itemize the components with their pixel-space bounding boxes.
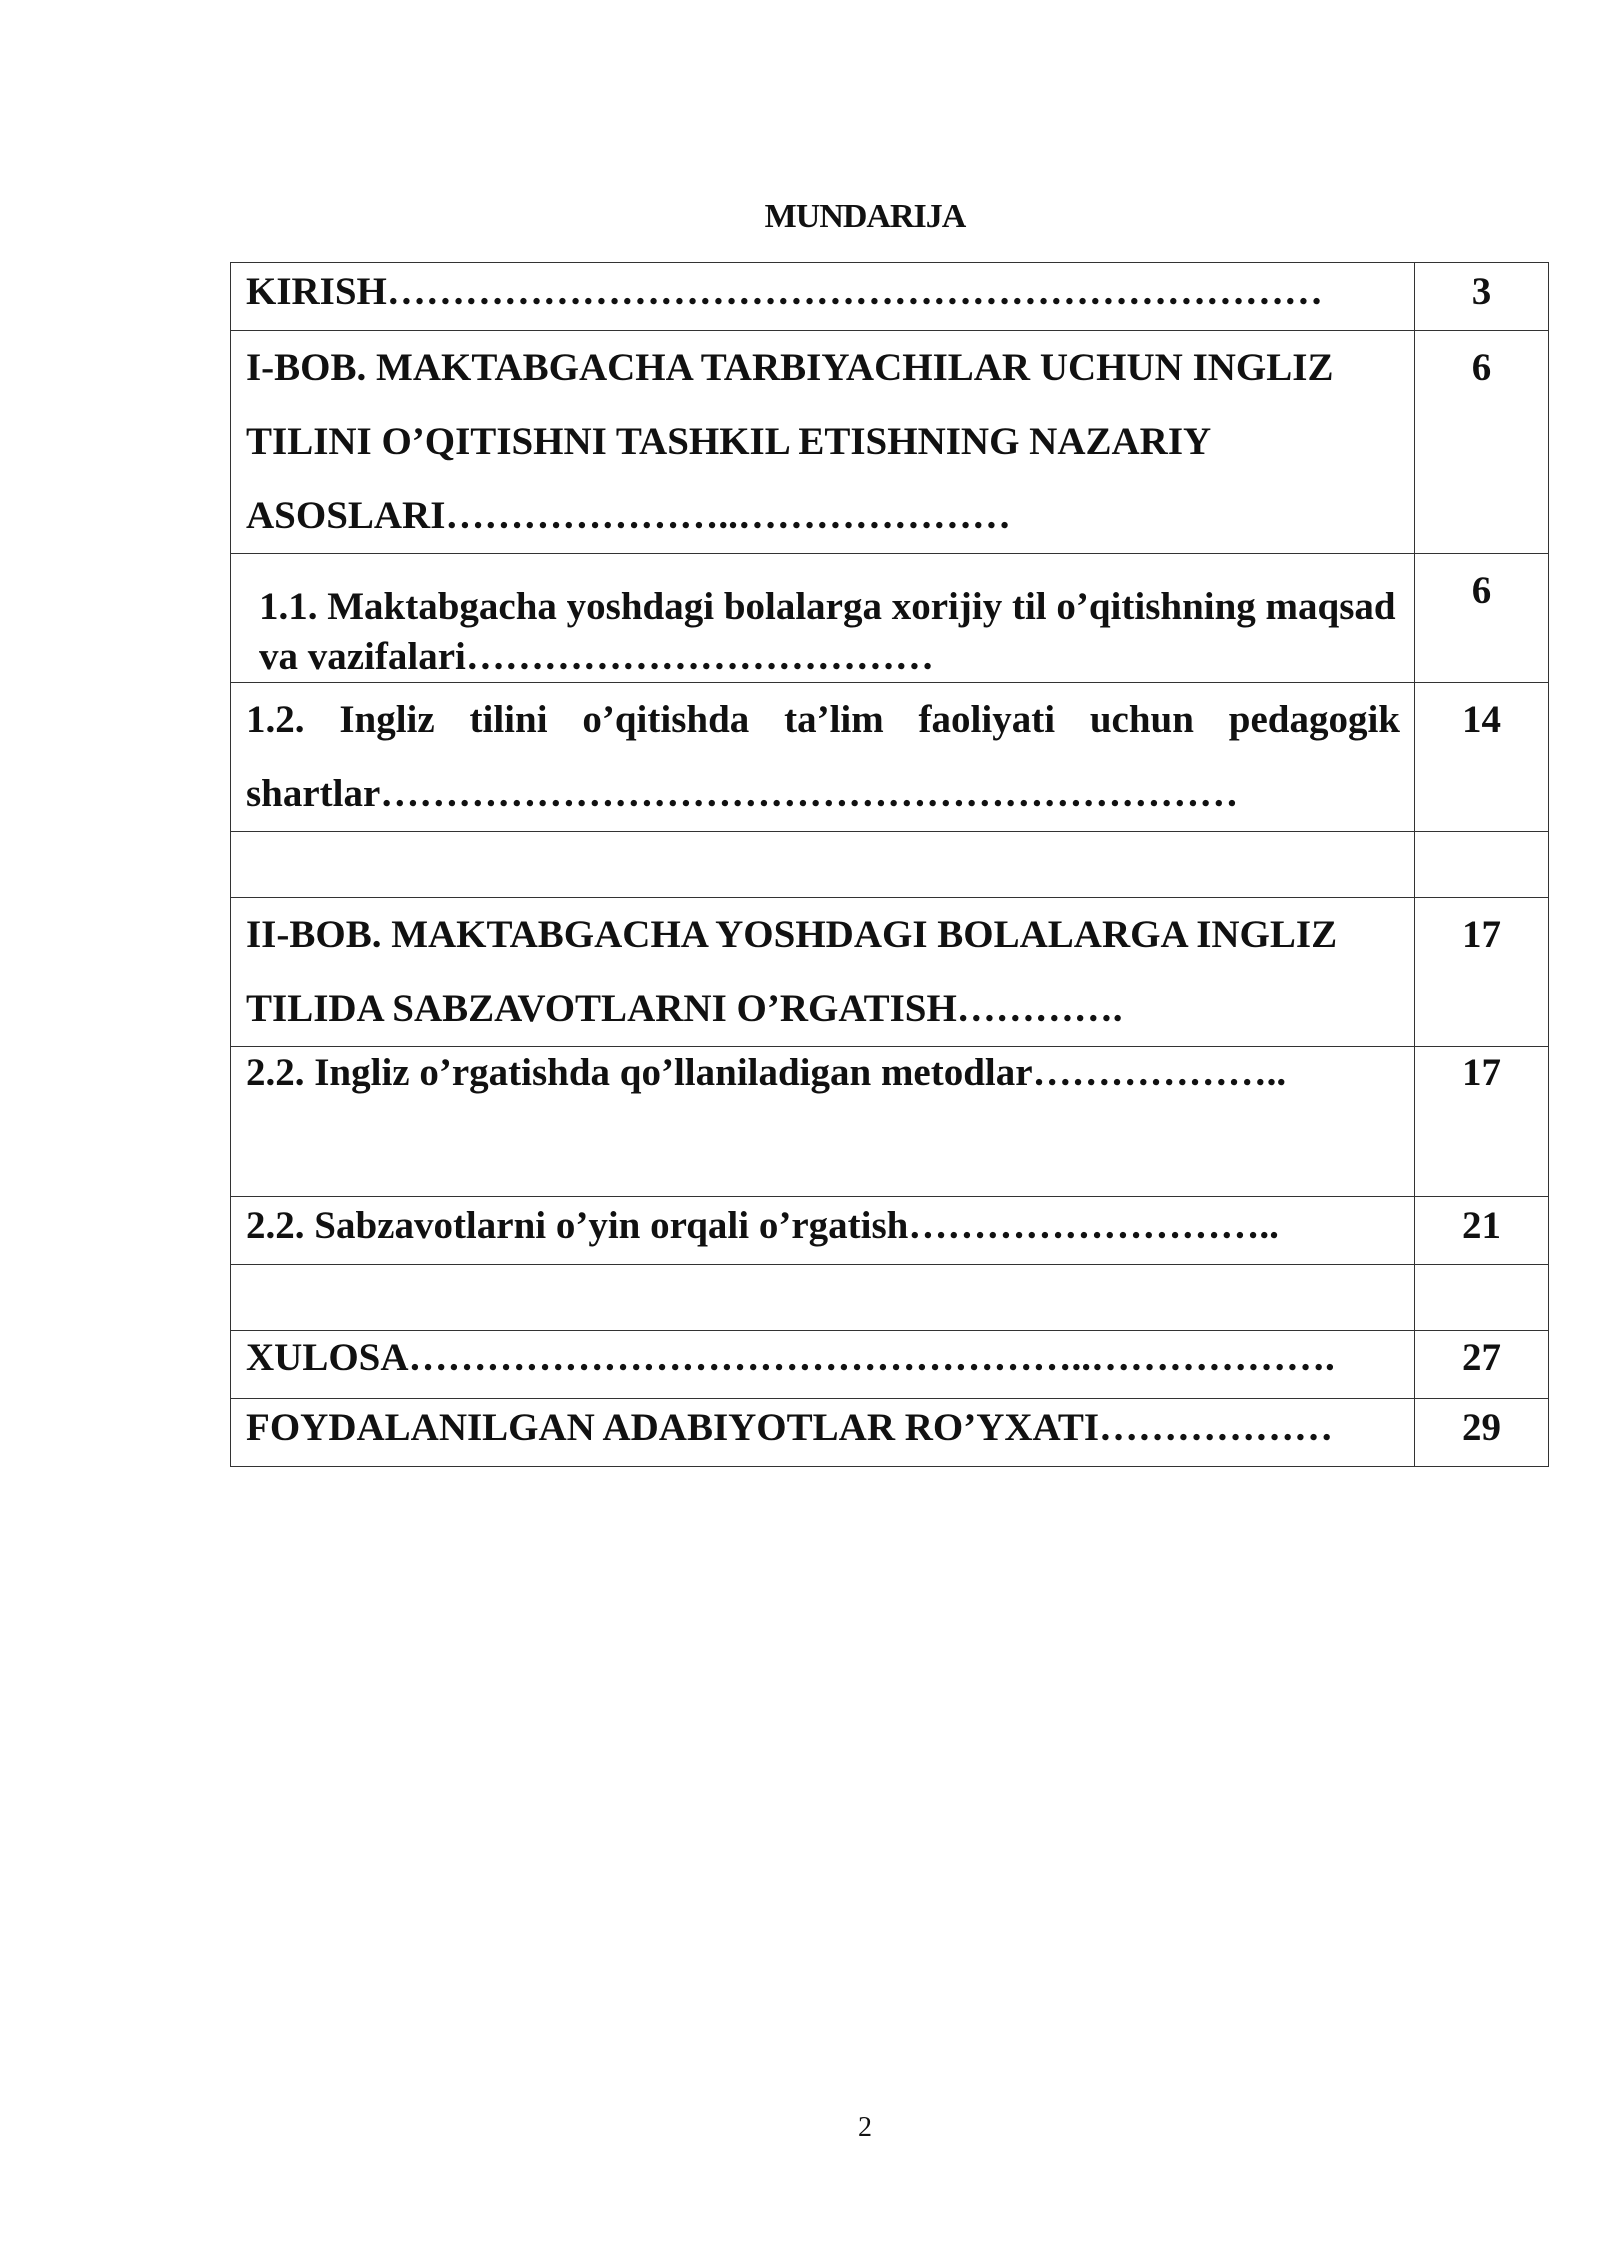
- toc-entry-page: 17: [1462, 913, 1501, 956]
- toc-row: [231, 1399, 1549, 1467]
- toc-row-page-cell: [1415, 832, 1549, 898]
- toc-row-title-cell: [231, 1331, 1415, 1399]
- toc-entry-title[interactable]: I-BOB. MAKTABGACHA TARBIYACHILAR UCHUN INGLIZ TILINI O’QITISHNI TASHKIL ETISHNING NAZARIY ASOSLARI…………………..…………………: [246, 346, 1334, 537]
- toc-row-page-cell: [1415, 1197, 1549, 1265]
- toc-row-title-cell: [231, 832, 1415, 898]
- table-of-contents: [230, 262, 1549, 1467]
- toc-entry-title[interactable]: 1.1. Maktabgacha yoshdagi bolalarga xorijiy til o’qitishning maqsad va vazifalari………………………………: [259, 585, 1396, 678]
- toc-row: [231, 683, 1549, 832]
- toc-row: [231, 898, 1549, 1047]
- toc-row-title-cell: [231, 263, 1415, 331]
- toc-row-page-cell: [1415, 1047, 1549, 1197]
- toc-entry-title[interactable]: 1.2. Ingliz tilini o’qitishda ta’lim faoliyati uchun pedagogik shartlar…………………………………………………………: [246, 698, 1400, 815]
- toc-row: [231, 1047, 1549, 1197]
- toc-entry-title[interactable]: XULOSA……………………………………………..……………….: [246, 1336, 1335, 1379]
- toc-entry-title[interactable]: KIRISH………………………………………………………………: [246, 270, 1323, 313]
- toc-row-page-cell: [1415, 1399, 1549, 1467]
- toc-entry-page: 27: [1462, 1336, 1501, 1379]
- toc-row-page-cell: [1415, 331, 1549, 554]
- toc-row-title-cell: [231, 1197, 1415, 1265]
- toc-entry-page: 6: [1471, 569, 1492, 612]
- toc-entry-title[interactable]: FOYDALANILGAN ADABIYOTLAR RO’YXATI………………: [246, 1406, 1334, 1449]
- toc-row: [231, 331, 1549, 554]
- toc-row: [231, 263, 1549, 331]
- toc-entry-title[interactable]: II-BOB. MAKTABGACHA YOSHDAGI BOLALARGA INGLIZ TILIDA SABZAVOTLARNI O’RGATISH………….: [246, 913, 1338, 1030]
- toc-row: [231, 554, 1549, 683]
- toc-row-empty: [231, 832, 1549, 898]
- toc-row-title-cell: [231, 1265, 1415, 1331]
- page-number: 2: [858, 2112, 872, 2143]
- toc-row-title-cell: [231, 1399, 1415, 1467]
- toc-row: [231, 1197, 1549, 1265]
- toc-row-page-cell: [1415, 554, 1549, 683]
- toc-row-page-cell: [1415, 263, 1549, 331]
- toc-row-empty: [231, 1265, 1549, 1331]
- toc-row-title-cell: [231, 683, 1415, 832]
- toc-entry-page: 29: [1462, 1406, 1501, 1449]
- toc-row-page-cell: [1415, 898, 1549, 1047]
- toc-row-page-cell: [1415, 1331, 1549, 1399]
- toc-entry-title[interactable]: 2.2. Ingliz o’rgatishda qo’llaniladigan metodlar………………..: [246, 1051, 1287, 1094]
- toc-entry-page: 21: [1462, 1204, 1501, 1247]
- toc-row: [231, 1331, 1549, 1399]
- toc-entry-title[interactable]: 2.2. Sabzavotlarni o’yin orqali o’rgatish………………………..: [246, 1204, 1279, 1247]
- toc-entry-page: 14: [1462, 698, 1501, 741]
- page-title: MUNDARIJA: [764, 198, 966, 235]
- toc-entry-page: 17: [1462, 1051, 1501, 1094]
- toc-row-title-cell: [231, 331, 1415, 554]
- toc-row-title-cell: [231, 898, 1415, 1047]
- toc-row-page-cell: [1415, 1265, 1549, 1331]
- toc-row-page-cell: [1415, 683, 1549, 832]
- toc-entry-page: 3: [1471, 270, 1492, 313]
- toc-entry-page: 6: [1471, 346, 1492, 389]
- toc-row-title-cell: [231, 1047, 1415, 1197]
- toc-row-title-cell: [231, 554, 1415, 683]
